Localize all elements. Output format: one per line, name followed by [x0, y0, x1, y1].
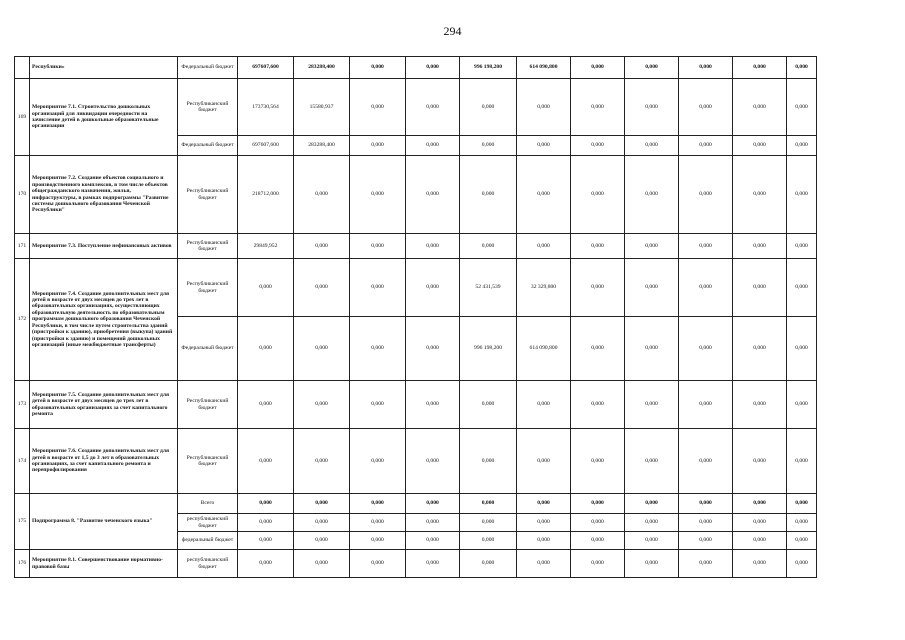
- value-cell: 0,000: [350, 532, 406, 550]
- value-cell: 0,000: [350, 234, 406, 259]
- value-cell: 0,000: [679, 550, 733, 578]
- table-row: [15, 381, 817, 429]
- value-cell: 0,000: [460, 381, 517, 429]
- value-cell: 0,000: [625, 514, 679, 532]
- table-row: [15, 494, 817, 514]
- value-cell: 0,000: [406, 259, 460, 317]
- value-cell: 0,000: [571, 156, 625, 234]
- value-cell: 0,000: [625, 317, 679, 381]
- funding-source-cell: федеральный бюджет: [178, 532, 238, 550]
- value-cell: 0,000: [350, 57, 406, 79]
- page-number: 294: [443, 24, 462, 38]
- value-cell: 0,000: [787, 532, 817, 550]
- value-cell: 0,000: [294, 259, 350, 317]
- row-number-cell: 176: [15, 550, 30, 578]
- value-cell: 0,000: [517, 79, 571, 136]
- value-cell: 218712,000: [238, 156, 294, 234]
- measure-name-cell: Мероприятие 7.1. Строительство дошкольных организаций для ликвидации очередности на зачисление детей в дошкольные образовательные организации: [30, 79, 178, 156]
- table-row: [15, 234, 817, 259]
- funding-source-cell: Республиканский бюджет: [178, 429, 238, 494]
- value-cell: 0,000: [625, 259, 679, 317]
- value-cell: 0,000: [517, 156, 571, 234]
- funding-source-cell: Федеральный бюджет: [178, 136, 238, 156]
- value-cell: 0,000: [406, 57, 460, 79]
- value-cell: 0,000: [517, 532, 571, 550]
- value-cell: 0,000: [733, 156, 787, 234]
- value-cell: 0,000: [294, 429, 350, 494]
- row-number-cell: [15, 57, 30, 79]
- value-cell: 0,000: [517, 494, 571, 514]
- value-cell: 0,000: [787, 156, 817, 234]
- value-cell: 0,000: [679, 514, 733, 532]
- funding-source-cell: республиканский бюджет: [178, 514, 238, 532]
- value-cell: 0,000: [350, 381, 406, 429]
- value-cell: 0,000: [517, 136, 571, 156]
- measure-name-cell: Подпрограмма 8. "Развитие чеченского языка": [30, 494, 178, 550]
- value-cell: 0,000: [679, 79, 733, 136]
- value-cell: 0,000: [294, 514, 350, 532]
- value-cell: 0,000: [733, 550, 787, 578]
- value-cell: 0,000: [787, 494, 817, 514]
- value-cell: 0,000: [625, 494, 679, 514]
- value-cell: 0,000: [406, 514, 460, 532]
- funding-source-cell: Республиканский бюджет: [178, 381, 238, 429]
- value-cell: 0,000: [733, 136, 787, 156]
- value-cell: 0,000: [679, 532, 733, 550]
- value-cell: 0,000: [679, 136, 733, 156]
- value-cell: 0,000: [625, 381, 679, 429]
- value-cell: 0,000: [787, 136, 817, 156]
- table-row: [15, 550, 817, 578]
- value-cell: 0,000: [460, 156, 517, 234]
- value-cell: 0,000: [238, 259, 294, 317]
- row-number-cell: 171: [15, 234, 30, 259]
- value-cell: 0,000: [350, 514, 406, 532]
- value-cell: 0,000: [679, 156, 733, 234]
- value-cell: 0,000: [460, 494, 517, 514]
- value-cell: 0,000: [294, 317, 350, 381]
- value-cell: 32 329,800: [517, 259, 571, 317]
- value-cell: 0,000: [294, 532, 350, 550]
- value-cell: 996 198,200: [460, 57, 517, 79]
- value-cell: 0,000: [679, 234, 733, 259]
- measure-name-cell: Мероприятие 7.6. Создание дополнительных мест для детей в возрасте от 1,5 до 3 лет в образовательных организациях, за счет капитального ремонта и перепрофилирования: [30, 429, 178, 494]
- value-cell: 0,000: [517, 381, 571, 429]
- value-cell: 0,000: [294, 156, 350, 234]
- value-cell: 0,000: [733, 57, 787, 79]
- value-cell: 0,000: [733, 79, 787, 136]
- value-cell: 0,000: [350, 317, 406, 381]
- value-cell: 0,000: [350, 550, 406, 578]
- value-cell: 0,000: [517, 234, 571, 259]
- value-cell: 0,000: [238, 429, 294, 494]
- value-cell: 0,000: [625, 57, 679, 79]
- value-cell: 0,000: [406, 381, 460, 429]
- value-cell: 173730,564: [238, 79, 294, 136]
- value-cell: 0,000: [625, 550, 679, 578]
- table-row: [15, 57, 817, 79]
- value-cell: 0,000: [571, 57, 625, 79]
- value-cell: 0,000: [625, 532, 679, 550]
- measure-name-cell: Мероприятие 8.1. Совершенствование нормативно-правовой базы: [30, 550, 178, 578]
- value-cell: 0,000: [787, 429, 817, 494]
- row-number-cell: 172: [15, 259, 30, 381]
- value-cell: 0,000: [406, 79, 460, 136]
- value-cell: 0,000: [571, 514, 625, 532]
- value-cell: 0,000: [733, 494, 787, 514]
- value-cell: 0,000: [238, 550, 294, 578]
- value-cell: 0,000: [787, 259, 817, 317]
- funding-source-cell: Республиканский бюджет: [178, 259, 238, 317]
- value-cell: 0,000: [350, 79, 406, 136]
- value-cell: 0,000: [460, 550, 517, 578]
- value-cell: 0,000: [733, 259, 787, 317]
- value-cell: 0,000: [679, 259, 733, 317]
- value-cell: 15580,937: [294, 79, 350, 136]
- value-cell: 0,000: [460, 234, 517, 259]
- value-cell: 0,000: [406, 136, 460, 156]
- value-cell: 0,000: [571, 429, 625, 494]
- value-cell: 0,000: [571, 259, 625, 317]
- value-cell: 0,000: [679, 57, 733, 79]
- budget-table: [14, 56, 817, 578]
- value-cell: 0,000: [517, 550, 571, 578]
- value-cell: 0,000: [238, 381, 294, 429]
- value-cell: 0,000: [625, 234, 679, 259]
- value-cell: 29849,952: [238, 234, 294, 259]
- value-cell: 0,000: [625, 79, 679, 136]
- measure-name-cell: Мероприятие 7.2. Создание объектов социального и производственного комплексов, в том числе объектов общегражданского назначения, жилья, инфраструктуры, в рамках подпрограммы "Развитие системы дошкольного образования Чеченской Республики": [30, 156, 178, 234]
- table-row: [15, 79, 817, 136]
- value-cell: 0,000: [787, 514, 817, 532]
- value-cell: 0,000: [294, 381, 350, 429]
- value-cell: 0,000: [787, 317, 817, 381]
- value-cell: 0,000: [350, 429, 406, 494]
- value-cell: 0,000: [787, 57, 817, 79]
- value-cell: 0,000: [733, 429, 787, 494]
- value-cell: 0,000: [406, 317, 460, 381]
- value-cell: 0,000: [787, 234, 817, 259]
- value-cell: 0,000: [406, 234, 460, 259]
- value-cell: 0,000: [517, 429, 571, 494]
- value-cell: 0,000: [460, 136, 517, 156]
- value-cell: 283288,400: [294, 136, 350, 156]
- value-cell: 0,000: [350, 136, 406, 156]
- value-cell: 0,000: [787, 381, 817, 429]
- value-cell: 0,000: [571, 136, 625, 156]
- value-cell: 0,000: [571, 234, 625, 259]
- value-cell: 0,000: [571, 532, 625, 550]
- value-cell: 614 090,800: [517, 57, 571, 79]
- value-cell: 0,000: [679, 381, 733, 429]
- value-cell: 614 090,800: [517, 317, 571, 381]
- funding-source-cell: Федеральный бюджет: [178, 57, 238, 79]
- value-cell: 697607,600: [238, 57, 294, 79]
- funding-source-cell: республиканский бюджет: [178, 550, 238, 578]
- value-cell: 0,000: [733, 317, 787, 381]
- measure-name-cell: Мероприятие 7.3. Поступление нефинансовых активов: [30, 234, 178, 259]
- value-cell: 0,000: [350, 259, 406, 317]
- measure-name-cell: Мероприятие 7.5. Создание дополнительных мест для детей в возрасте от двух месяцев до трех лет в образовательных организациях за счет капитального ремонта: [30, 381, 178, 429]
- funding-source-cell: Всего: [178, 494, 238, 514]
- value-cell: 0,000: [733, 381, 787, 429]
- value-cell: 0,000: [571, 494, 625, 514]
- row-number-cell: 174: [15, 429, 30, 494]
- value-cell: 52 431,539: [460, 259, 517, 317]
- value-cell: 0,000: [571, 550, 625, 578]
- value-cell: 0,000: [733, 514, 787, 532]
- value-cell: 0,000: [294, 494, 350, 514]
- value-cell: 697607,600: [238, 136, 294, 156]
- value-cell: 0,000: [571, 381, 625, 429]
- value-cell: 0,000: [238, 532, 294, 550]
- value-cell: 0,000: [625, 429, 679, 494]
- table-row: [15, 259, 817, 317]
- value-cell: 0,000: [517, 514, 571, 532]
- value-cell: 0,000: [733, 234, 787, 259]
- value-cell: 0,000: [406, 550, 460, 578]
- funding-source-cell: Республиканский бюджет: [178, 156, 238, 234]
- value-cell: 0,000: [571, 79, 625, 136]
- value-cell: 0,000: [460, 514, 517, 532]
- measure-name-cell: Мероприятие 7.4. Создание дополнительных мест для детей в возрасте от двух месяцев до трех лет в образовательных организациях, осуществляющих образовательную деятельность по образовательным программам дошкольного образования Чеченской Республики, в том числе путем строительства зданий (пристройки к зданию), приобретения (выкупа) зданий (пристройки к зданию) и помещений дошкольных организаций (иные межбюджетные трансферты): [30, 259, 178, 381]
- value-cell: 0,000: [679, 429, 733, 494]
- value-cell: 0,000: [787, 550, 817, 578]
- value-cell: 0,000: [350, 156, 406, 234]
- value-cell: 0,000: [238, 494, 294, 514]
- funding-source-cell: Федеральный бюджет: [178, 317, 238, 381]
- table-row: [15, 429, 817, 494]
- value-cell: 283288,400: [294, 57, 350, 79]
- value-cell: 0,000: [406, 532, 460, 550]
- value-cell: 0,000: [679, 494, 733, 514]
- value-cell: 0,000: [238, 317, 294, 381]
- row-number-cell: 170: [15, 156, 30, 234]
- value-cell: 0,000: [460, 79, 517, 136]
- row-number-cell: 173: [15, 381, 30, 429]
- funding-source-cell: Республиканский бюджет: [178, 234, 238, 259]
- value-cell: 0,000: [733, 532, 787, 550]
- value-cell: 0,000: [294, 234, 350, 259]
- value-cell: 0,000: [625, 156, 679, 234]
- value-cell: 0,000: [787, 79, 817, 136]
- value-cell: 0,000: [406, 156, 460, 234]
- table-row: [15, 156, 817, 234]
- value-cell: 0,000: [406, 429, 460, 494]
- value-cell: 0,000: [460, 532, 517, 550]
- value-cell: 0,000: [238, 514, 294, 532]
- row-number-cell: 169: [15, 79, 30, 156]
- measure-name-cell: Республики»: [30, 57, 178, 79]
- value-cell: 996 198,200: [460, 317, 517, 381]
- row-number-cell: 175: [15, 494, 30, 550]
- value-cell: 0,000: [571, 317, 625, 381]
- funding-source-cell: Республиканский бюджет: [178, 79, 238, 136]
- value-cell: 0,000: [460, 429, 517, 494]
- value-cell: 0,000: [406, 494, 460, 514]
- value-cell: 0,000: [350, 494, 406, 514]
- value-cell: 0,000: [294, 550, 350, 578]
- value-cell: 0,000: [679, 317, 733, 381]
- value-cell: 0,000: [625, 136, 679, 156]
